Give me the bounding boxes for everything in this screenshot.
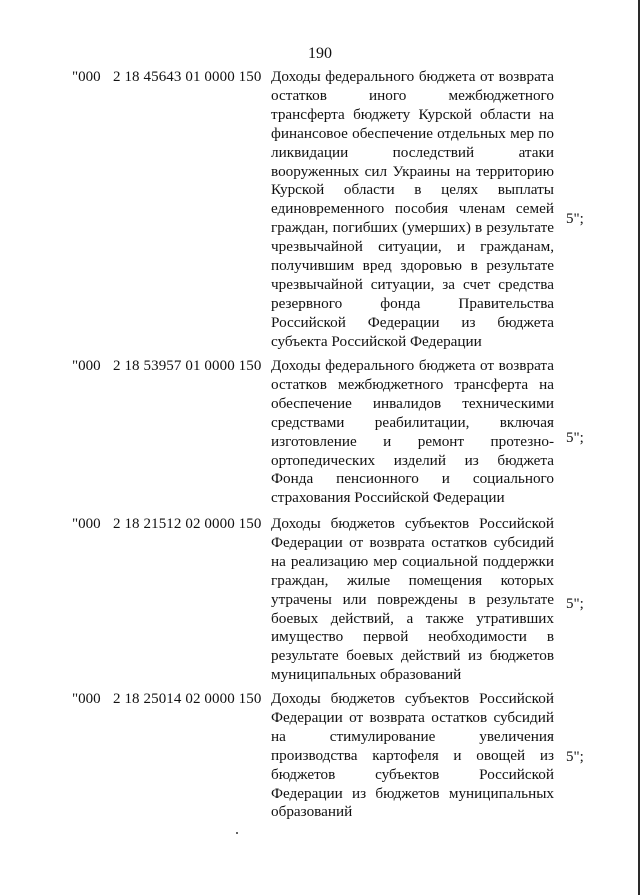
kbk-code: 2 18 21512 02 0000 150 bbox=[113, 516, 262, 532]
scan-speck bbox=[236, 832, 238, 834]
row-code-prefix: "000 bbox=[72, 516, 101, 532]
kbk-code: 2 18 25014 02 0000 150 bbox=[113, 691, 262, 707]
row-rate: 5"; bbox=[566, 596, 584, 612]
row-code-prefix: "000 bbox=[72, 358, 101, 374]
kbk-code: 2 18 45643 01 0000 150 bbox=[113, 69, 262, 85]
page-number: 190 bbox=[308, 45, 332, 62]
row-rate: 5"; bbox=[566, 749, 584, 765]
row-code-prefix: "000 bbox=[72, 69, 101, 85]
row-code-prefix: "000 bbox=[72, 691, 101, 707]
row-rate: 5"; bbox=[566, 430, 584, 446]
kbk-code: 2 18 53957 01 0000 150 bbox=[113, 358, 262, 374]
row-description: Доходы федерального бюджета от возврата остатков межбюджетного трансферта на обеспечение инвалидов техническими средствами реабилитации, включая изготовление и ремонт протезно-ортопедических изделий из бюджета Фонда пенсионного и социального страхования Российской Федерации bbox=[271, 357, 554, 507]
row-rate: 5"; bbox=[566, 211, 584, 227]
row-description: Доходы бюджетов субъектов Российской Федерации от возврата остатков субсидий на реализацию мер социальной поддержки граждан, жилые помещения которых утрачены или повреждены в результате боевых действий, а также утративших имущество первой необходимости в результате боевых действий из бюджетов муниципальных образований bbox=[271, 515, 554, 684]
row-description: Доходы федерального бюджета от возврата остатков иного межбюджетного трансферта бюджету Курской области на финансовое обеспечение отдельных мер по ликвидации последствий атаки вооруженных сил Украины на территорию Курской области в целях выплаты единовременного пособия членам семей граждан, погибших (умерших) в результате чрезвычайной ситуации, и гражданам, получившим вред здоровью в результате чрезвычайной ситуации, за счет средства резервного фонда Правительства Российской Федерации из бюджета субъекта Российской Федерации bbox=[271, 68, 554, 350]
row-description: Доходы бюджетов субъектов Российской Федерации от возврата остатков субсидий на стимулирование увеличения производства картофеля и овощей из бюджетов субъектов Российской Федерации из бюджетов муниципальных образований bbox=[271, 690, 554, 821]
